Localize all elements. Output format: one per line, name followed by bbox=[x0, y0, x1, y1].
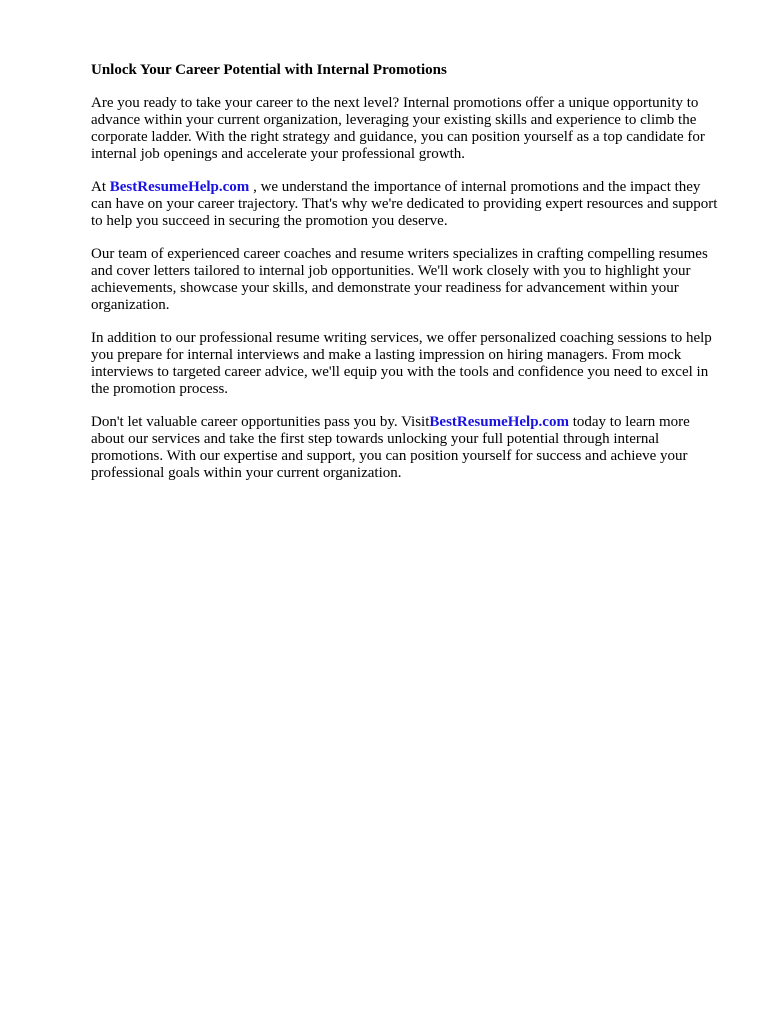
bestresumehelp-link[interactable]: BestResumeHelp.com bbox=[109, 179, 250, 195]
paragraph-about-text: , we understand the importance of internal promotions and the impact they can have on your career trajectory. That's why we're dedicated to providing expert resources and support to help you succeed in securing the promotion you deserve. bbox=[91, 179, 718, 229]
paragraph-intro: Are you ready to take your career to the next level? Internal promotions offer a unique opportunity to advance within your current organization, leveraging your existing skills and experience to climb the corporate ladder. With the right strategy and guidance, you can position yourself as a top candidate for internal job openings and accelerate your professional growth. bbox=[91, 95, 705, 162]
paragraph-about-prefix: At bbox=[91, 179, 110, 195]
bestresumehelp-link[interactable]: BestResumeHelp.com bbox=[429, 414, 569, 430]
document-title: Unlock Your Career Potential with Internal Promotions bbox=[91, 62, 447, 78]
paragraph-call-to-action bbox=[91, 414, 724, 482]
paragraph-coaching: In addition to our professional resume writing services, we offer personalized coaching sessions to help you prepare for internal interviews and make a lasting impression on hiring managers. From mock interviews to targeted career advice, we'll equip you with the tools and confidence you need to excel in the promotion process. bbox=[91, 330, 712, 397]
paragraph-cta-prefix: Don't let valuable career opportunities pass you by. Visit bbox=[91, 414, 430, 430]
paragraph-team: Our team of experienced career coaches and resume writers specializes in crafting compelling resumes and cover letters tailored to internal job opportunities. We'll work closely with you to highlight your achievements, showcase your skills, and demonstrate your readiness for advancement within your organization. bbox=[91, 246, 708, 313]
paragraph-cta-text: today to learn more about our services and take the first step towards unlocking your full potential through internal promotions. With our expertise and support, you can position yourself for success and achieve your professional goals within your current organization. bbox=[91, 414, 690, 481]
paragraph-about bbox=[91, 179, 724, 230]
